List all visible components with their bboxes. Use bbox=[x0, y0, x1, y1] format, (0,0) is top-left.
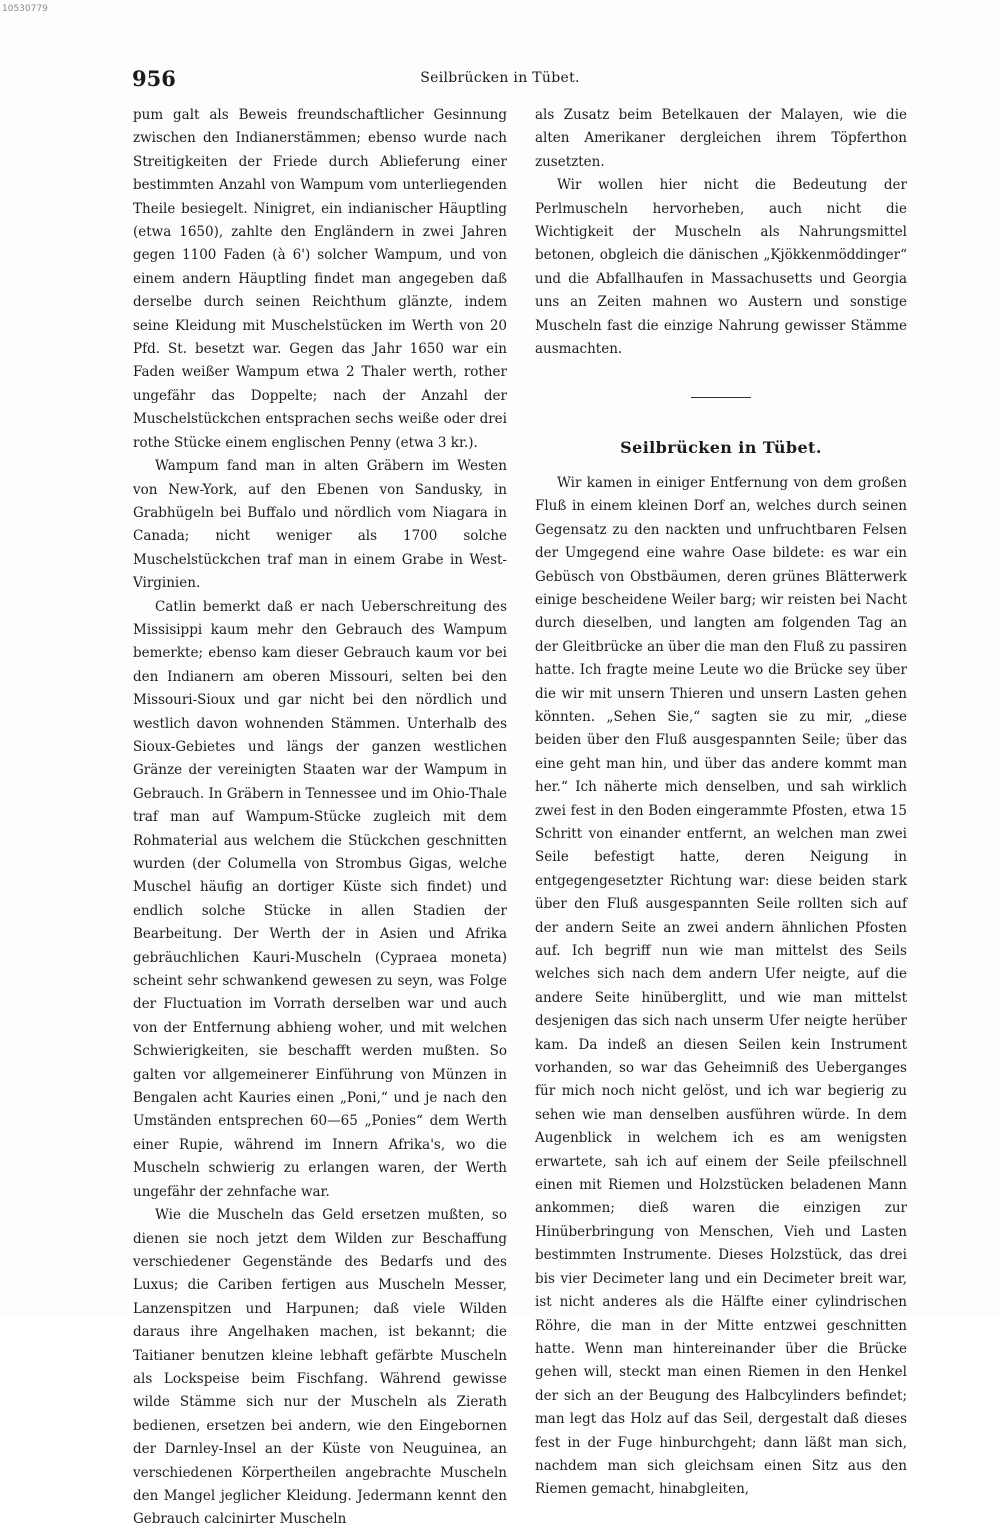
paragraph: als Zusatz beim Betelkauen der Malayen, wie die alten Amerikaner dergleichen ihrem Töpferthon zusetzten. bbox=[535, 107, 907, 170]
left-column bbox=[133, 104, 507, 1532]
paragraph: Catlin bemerkt daß er nach Ueberschreitung des Missisippi kaum mehr den Gebrauch des Wampum bemerkte; ebenso kam dieser Gebrauch kaum vor bei den Indianern am oberen Missouri, selten bei den Missouri-Sioux und gar nicht bei den nördlich und westlich davon wohnenden Stämmen. Unterhalb des Sioux-Gebietes und längs der ganzen westlichen Gränze der vereinigten Staaten war der Wampum in Gebrauch. In Gräbern in Tennessee und im Ohio-Thale traf man auf Wampum-Stücke zugleich mit dem Rohmaterial aus welchem die Stückchen geschnitten wurden (der Columella von Strombus Gigas, welche Muschel häufig an dortiger Küste sich findet) und endlich solche Stücke in allen Stadien der Bearbeitung. Der Werth der in Asien und Afrika gebräuchlichen Kauri-Muscheln (Cypraea moneta) scheint sehr schwankend gewesen zu seyn, was Folge der Fluctuation im Vorrath derselben war und auch von der Entfernung abhieng woher, und mit welchen Schwierigkeiten, sie beschafft werden mußten. So galten vor allgemeinerer Einführung von Münzen in Bengalen acht Kauries einen „Poni,“ und je nach den Umständen entsprechen 60—65 „Ponies“ dem Werth einer Rupie, während im Innern Afrika's, wo die Muscheln schwierig zu erlangen waren, der Werth ungefähr der zehnfache war. bbox=[133, 598, 507, 1200]
page-id-label: 10530779 bbox=[2, 4, 48, 14]
paragraph: Wir kamen in einiger Entfernung von dem großen Fluß in einem kleinen Dorf an, welches durch seinen Gegensatz zu den nackten und unfruchtbaren Felsen der Umgegend eine wahre Oase bildete: es war ein Gebüsch von Obstbäumen, deren grünes Blätterwerk einige bescheidene Weiler barg; wir reisten bei Nacht durch dieselben, und langten am folgenden Tag an der Gleitbrücke an über die man den Fluß zu passiren hatte. Ich fragte meine Leute wo die Brücke sey über die wir mit unsern Thieren und unsern Lasten gehen könnten. „Sehen Sie,“ sagten sie zu mir, „diese beiden über den Fluß ausgespannten Seile; über das eine geht man hin, und über das andere kommt man her.“ Ich näherte mich denselben, und sah wirklich zwei fest in den Boden eingerammte Pfosten, etwa 15 Schritt von einander entfernt, an welchen man zwei Seile befestigt hatte, deren Neigung in entgegengesetzter Richtung war: diese beiden stark über den Fluß ausgespannten Seile rollten sich auf der andern Seite an zwei andern ähnlichen Pfosten auf. Ich begriff nun wie man mittelst des Seils welches sich nach dem andern Ufer neigte, auf die andere Seite hinüberglitt, und wie man mittelst desjenigen das sich nach unserm Ufer neigte herüber kam. Da indeß an diesen Seilen kein Instrument vorhanden, so war das Geheimniß des Ueberganges für mich noch nicht gelöst, und ich war begierig zu sehen wie man denselben ausführen würde. In dem Augenblick in welchem ich es am wenigsten erwartete, sah ich auf einem der Seile pfeilschnell einen mit Riemen und Holzstücken beladenen Mann ankommen; dieß waren die einzigen zur Hinüberbringung von Menschen, Vieh und Lasten bestimmten Instrumente. Dieses Holzstück, das drei bis vier Decimeter lang und ein Decimeter breit war, ist nicht anderes als die Hälfte einer cylindrischen Röhre, die man in der Mitte entzwei geschnitten hatte. Wenn man hintereinander über die Brücke gehen will, steckt man einen Riemen in den Henkel der sich an der Beugung des Halbcylinders befindet; man legt das Holz auf das Seil, dergestalt daß dieses fest in der Fuge hinburchgeht; dann läßt man sich, nachdem man sich gleichsam einen Sitz aus den Riemen gemacht, hinabgleiten, bbox=[535, 474, 907, 1498]
paragraph: Wampum fand man in alten Gräbern im Westen von New-York, auf den Ebenen von Sandusky, in Grabhügeln bei Buffalo und nördlich vom Niagara in Canada; nicht weniger als 1700 solche Muschelstückchen traf man in einem Grabe in West-Virginien. bbox=[133, 458, 507, 592]
page-number: 956 bbox=[132, 66, 176, 91]
paragraph: Wie die Muscheln das Geld ersetzen mußten, so dienen sie noch jetzt dem Wilden zur Beschaffung verschiedener Gegenstände des Bedarfs und des Luxus; die Cariben fertigen aus Muscheln Messer, Lanzenspitzen und Harpunen; daß viele Wilden daraus ihre Angelhaken machen, ist bekannt; die Taitianer benutzen kleine lebhaft gefärbte Muscheln als Lockspeise beim Fischfang. Während gewisse wilde Stämme sich nur der Muscheln als Zierath bedienen, ersetzen bei andern, wie den Eingebornen der Darnley-Insel an der Küste von Neuguinea, an verschiedenen Körpertheilen angebrachte Muscheln den Mangel jeglicher Kleidung. Jedermann kennt den Gebrauch calcinirter Muscheln bbox=[133, 1207, 507, 1528]
running-head: Seilbrücken in Tübet. bbox=[420, 70, 580, 86]
paragraph: Wir wollen hier nicht die Bedeutung der Perlmuscheln hervorheben, auch nicht die Wichtigkeit der Muscheln als Nahrungsmittel betonen, obgleich die dänischen „Kjökkenmöddinger“ und die Abfallhaufen in Massachusetts und Georgia uns an Zeiten mahnen wo Austern und sonstige Muscheln fast die einzige Nahrung gewisser Stämme ausmachten. bbox=[535, 177, 907, 358]
section-divider bbox=[691, 397, 751, 398]
right-column bbox=[535, 104, 907, 1502]
article-title: Seilbrücken in Tübet. bbox=[620, 438, 822, 458]
paragraph: pum galt als Beweis freundschaftlicher Gesinnung zwischen den Indianerstämmen; ebenso wurde nach Streitigkeiten der Friede durch Ablieferung einer bestimmten Anzahl von Wampum vom unterliegenden Theile besiegelt. Ninigret, ein indianischer Häuptling (etwa 1650), zahlte den Engländern in zwei Jahren gegen 1100 Faden (à 6') solcher Wampum, und von einem andern Häuptling findet man angegeben daß derselbe durch seinen Reichthum glänzte, indem seine Kleidung mit Muschelstücken im Werth von 20 Pfd. St. besetzt war. Gegen das Jahr 1650 war ein Faden weißer Wampum etwa 2 Thaler werth, rother ungefähr das Doppelte; nach der Anzahl der Muschelstückchen entsprachen sechs weiße oder drei rothe Stücke einem englischen Penny (etwa 3 kr.). bbox=[133, 107, 507, 451]
